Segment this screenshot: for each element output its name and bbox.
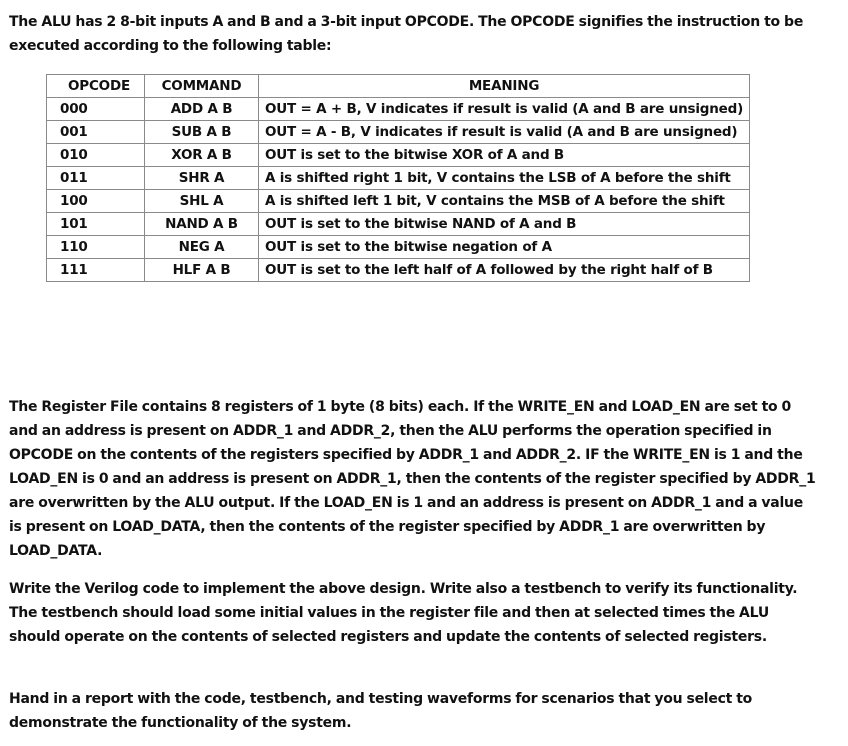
cell-meaning: A is shifted left 1 bit, V contains the MSB of A before the shift — [259, 190, 750, 213]
cell-command: XOR A B — [145, 144, 259, 167]
table-header-row — [47, 75, 750, 98]
cell-opcode: 000 — [47, 98, 145, 121]
cell-command: HLF A B — [145, 259, 259, 282]
table-row — [47, 213, 750, 236]
cell-meaning: A is shifted right 1 bit, V contains the LSB of A before the shift — [259, 167, 750, 190]
cell-meaning: OUT = A - B, V indicates if result is valid (A and B are unsigned) — [259, 121, 750, 144]
cell-opcode: 101 — [47, 213, 145, 236]
report-paragraph: Hand in a report with the code, testbench, and testing waveforms for scenarios that you select to demonstrate the functionality of the system. — [9, 691, 753, 731]
cell-meaning: OUT is set to the left half of A followed by the right half of B — [259, 259, 750, 282]
table-row — [47, 259, 750, 282]
verilog-task-paragraph: Write the Verilog code to implement the above design. Write also a testbench to verify its functionality. The testbench should load some initial values in the register file and then at selected times the ALU should operate on the contents of selected registers and update the contents of selected registers. — [9, 581, 798, 645]
header-meaning: MEANING — [259, 75, 750, 98]
cell-command: ADD A B — [145, 98, 259, 121]
header-opcode: OPCODE — [47, 75, 145, 98]
cell-opcode: 100 — [47, 190, 145, 213]
cell-opcode: 110 — [47, 236, 145, 259]
register-file-paragraph: The Register File contains 8 registers of 1 byte (8 bits) each. If the WRITE_EN and LOAD_EN are set to 0 and an address is present on ADDR_1 and ADDR_2, then the ALU performs the operation specified in OPCODE on the contents of the registers specified by ADDR_1 and ADDR_2. IF the WRITE_EN is 1 and the LOAD_EN is 0 and an address is present on ADDR_1, then the contents of the register specified by ADDR_1 are overwritten by the ALU output. If the LOAD_EN is 1 and an address is present on ADDR_1 and a value is present on LOAD_DATA, then the contents of the register specified by ADDR_1 are overwritten by LOAD_DATA. — [9, 399, 816, 559]
table-row — [47, 98, 750, 121]
table-row — [47, 144, 750, 167]
cell-command: NAND A B — [145, 213, 259, 236]
cell-meaning: OUT = A + B, V indicates if result is valid (A and B are unsigned) — [259, 98, 750, 121]
opcode-table — [46, 74, 750, 282]
cell-meaning: OUT is set to the bitwise negation of A — [259, 236, 750, 259]
intro-paragraph: The ALU has 2 8-bit inputs A and B and a 3-bit input OPCODE. The OPCODE signifies the instruction to be executed according to the following table: — [9, 14, 804, 54]
cell-meaning: OUT is set to the bitwise XOR of A and B — [259, 144, 750, 167]
cell-meaning: OUT is set to the bitwise NAND of A and B — [259, 213, 750, 236]
table-row — [47, 236, 750, 259]
header-command: COMMAND — [145, 75, 259, 98]
table-row — [47, 190, 750, 213]
cell-opcode: 010 — [47, 144, 145, 167]
cell-opcode: 001 — [47, 121, 145, 144]
table-row — [47, 121, 750, 144]
cell-command: SHL A — [145, 190, 259, 213]
cell-opcode: 011 — [47, 167, 145, 190]
table-row — [47, 167, 750, 190]
cell-command: NEG A — [145, 236, 259, 259]
cell-opcode: 111 — [47, 259, 145, 282]
cell-command: SHR A — [145, 167, 259, 190]
cell-command: SUB A B — [145, 121, 259, 144]
